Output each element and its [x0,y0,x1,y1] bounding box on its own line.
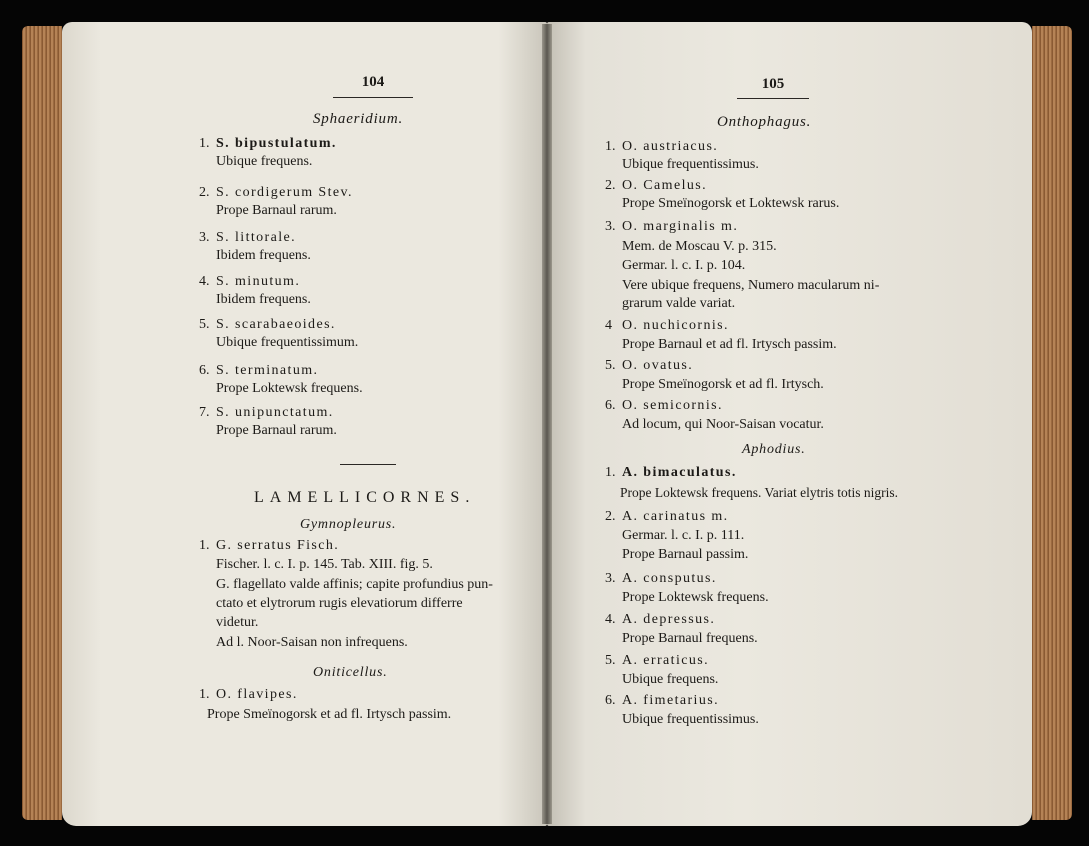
open-book [22,12,1072,834]
entry-number: 2. [605,509,616,524]
entry-name: A. depressus. [622,612,716,627]
entry-text: Ubique frequens. [622,672,719,687]
entry-text: Mem. de Moscau V. p. 315. [622,239,777,254]
entry-text: Ubique frequentissimus. [622,157,759,172]
right-page-edges [1032,26,1072,820]
entry-text: Prope Barnaul frequens. [622,631,758,646]
entry-number: 1. [605,139,616,154]
entry-name: S. minutum. [216,274,301,289]
entry-name: S. unipunctatum. [216,405,334,420]
entry-text: ctato et elytrorum rugis elevatiorum differre [216,596,463,611]
entry-number: 6. [605,398,616,413]
right-page-number: 105 [761,76,785,92]
section-divider [340,464,396,465]
entry-name: O. semicornis. [622,398,723,413]
entry-text: Ubique frequentissimus. [622,712,759,727]
entry-text: Germar. l. c. I. p. 104. [622,258,746,273]
entry-number: 2. [605,178,616,193]
genus-heading: Oniticellus. [313,665,388,680]
entry-name: O. nuchicornis. [622,318,729,333]
entry-name: O. austriacus. [622,139,719,154]
entry-number: 4. [199,274,210,289]
entry-number: 3. [199,230,210,245]
entry-number: 3. [605,219,616,234]
entry-text: Ibidem frequens. [216,292,311,307]
entry-name: A. consputus. [622,571,717,586]
entry-text: Ad locum, qui Noor-Saisan vocatur. [622,417,824,432]
entry-text: Prope Smeïnogorsk et Loktewsk rarus. [622,196,840,211]
entry-number: 7. [199,405,210,420]
left-page-title: Sphaeridium. [313,111,404,127]
entry-number: 1. [605,465,616,480]
entry-text: Ubique frequens. [216,154,313,169]
entry-name: S. littorale. [216,230,297,245]
entry-number: 6. [199,363,210,378]
entry-name: O. marginalis m. [622,219,739,234]
entry-number: 4. [605,612,616,627]
entry-text: Prope Loktewsk frequens. Variat elytris totis nigris. [620,485,898,500]
entry-number: 2. [199,185,210,200]
entry-text: Ad l. Noor-Saisan non infrequens. [216,635,408,650]
entry-number: 3. [605,571,616,586]
right-page-number-rule [737,98,809,99]
entry-text: Prope Barnaul rarum. [216,203,337,218]
entry-name: O. flavipes. [216,687,298,702]
entry-text: Fischer. l. c. I. p. 145. Tab. XIII. fig. 5. [216,557,433,572]
entry-text: Prope Loktewsk frequens. [622,590,769,605]
entry-name: A. carinatus m. [622,509,729,524]
entry-name: A. erraticus. [622,653,710,668]
entry-name: S. scarabaeoides. [216,317,336,332]
entry-number: 5. [605,653,616,668]
genus-heading: Gymnopleurus. [300,517,397,532]
entry-text: Prope Barnaul passim. [622,547,749,562]
entry-text: Prope Smeïnogorsk et ad fl. Irtysch passim. [207,707,452,722]
entry-name: G. serratus Fisch. [216,538,340,553]
entry-text: grarum valde variat. [622,296,736,311]
genus-heading: Aphodius. [742,442,806,457]
entry-text: Prope Loktewsk frequens. [216,381,363,396]
entry-number: 1. [199,136,210,151]
left-page-number-rule [333,97,413,98]
book-gutter [542,24,552,824]
entry-text: videtur. [216,615,259,630]
entry-text: Prope Barnaul et ad fl. Irtysch passim. [622,337,837,352]
entry-number: 4 [605,318,612,333]
entry-name: A. bimaculatus. [622,465,737,480]
entry-text: Ibidem frequens. [216,248,311,263]
right-page-title: Onthophagus. [717,114,812,130]
entry-text: Prope Smeïnogorsk et ad fl. Irtysch. [622,377,824,392]
entry-number: 1. [199,687,210,702]
entry-number: 6. [605,693,616,708]
entry-name: S. bipustulatum. [216,136,337,151]
entry-name: S. cordigerum Stev. [216,185,353,200]
entry-name: O. Camelus. [622,178,708,193]
left-page-number: 104 [361,74,385,90]
entry-name: A. fimetarius. [622,693,719,708]
section-heading: LAMELLICORNES. [254,489,476,506]
entry-text: Vere ubique frequens, Numero macularum ni- [622,278,880,293]
entry-name: S. terminatum. [216,363,319,378]
entry-number: 5. [199,317,210,332]
entry-text: Ubique frequentissimum. [216,335,359,350]
entry-text: Germar. l. c. I. p. 111. [622,528,745,543]
entry-text: G. flagellato valde affinis; capite profundius pun- [216,577,493,592]
entry-number: 5. [605,358,616,373]
left-page-edges [22,26,62,820]
entry-name: O. ovatus. [622,358,694,373]
entry-text: Prope Barnaul rarum. [216,423,337,438]
entry-number: 1. [199,538,210,553]
